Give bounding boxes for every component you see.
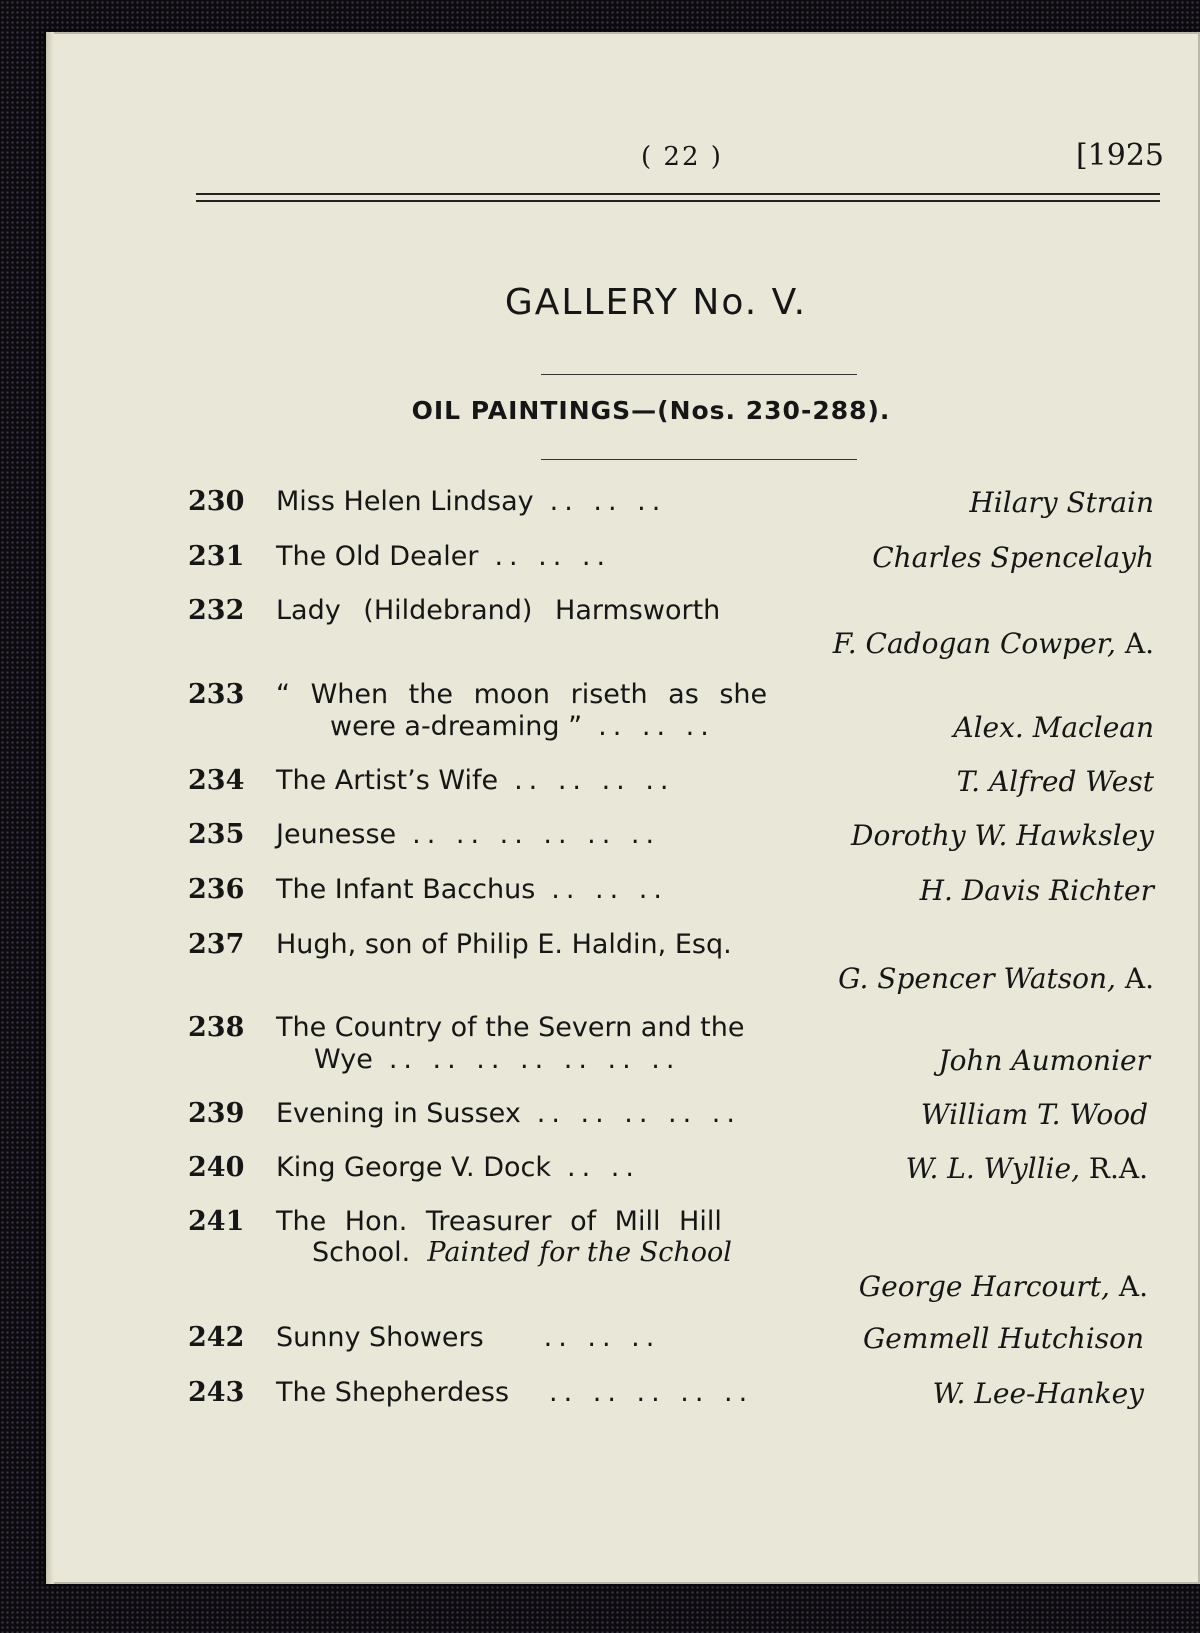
entry-artist: Dorothy W. Hawksley (851, 819, 1154, 852)
entry-artist: Alex. Maclean (953, 711, 1154, 744)
entry-number: 242 (188, 1322, 245, 1353)
entry-title-continued: Wye .. .. .. .. .. .. .. (314, 1044, 681, 1075)
entry-note: Painted for the School (427, 1237, 732, 1268)
title-rule-lower (541, 459, 857, 460)
entry-title: Sunny Showers .. .. .. (276, 1322, 661, 1353)
entry-artist: Gemmell Hutchison (862, 1322, 1144, 1355)
entry-title: The Old Dealer .. .. .. (276, 541, 612, 572)
entry-number: 234 (188, 765, 245, 796)
entry-number: 240 (188, 1152, 245, 1183)
section-title: OIL PAINTINGS—(Nos. 230-288). (411, 396, 891, 425)
catalogue-page (46, 32, 1200, 1584)
entry-title-continued: were a-dreaming ” .. .. .. (330, 711, 715, 742)
entry-number: 232 (188, 595, 245, 626)
title-rule-upper (541, 374, 857, 375)
entry-title: Evening in Sussex .. .. .. .. .. (276, 1098, 741, 1129)
entry-number: 233 (188, 679, 245, 710)
entry-title-continued: School. Painted for the School (312, 1237, 732, 1268)
entry-number: 235 (188, 819, 245, 850)
entry-number: 236 (188, 874, 245, 905)
entry-title: Hugh, son of Philip E. Haldin, Esq. (276, 929, 732, 960)
entry-title: The Country of the Severn and the (276, 1012, 745, 1043)
entry-artist: T. Alfred West (956, 765, 1154, 798)
entry-title: Lady (Hildebrand) Harmsworth (276, 595, 721, 626)
entry-artist: H. Davis Richter (919, 874, 1154, 907)
entry-title: King George V. Dock .. .. (276, 1152, 640, 1183)
header-rule-top (196, 193, 1160, 195)
entry-number: 241 (188, 1206, 245, 1237)
entry-artist: John Aumonier (938, 1044, 1150, 1077)
entry-title: Jeunesse .. .. .. .. .. .. (276, 819, 661, 850)
entry-number: 231 (188, 541, 245, 572)
entry-artist: G. Spencer Watson, A. (838, 962, 1154, 995)
entry-number: 237 (188, 929, 245, 960)
entry-number: 230 (188, 486, 245, 517)
entry-artist: George Harcourt, A. (858, 1270, 1148, 1303)
entry-number: 238 (188, 1012, 245, 1043)
entry-artist: W. L. Wyllie, R.A. (905, 1152, 1148, 1185)
entry-artist: F. Cadogan Cowper, A. (832, 627, 1154, 660)
entry-number: 243 (188, 1377, 245, 1408)
entry-title: The Shepherdess .. .. .. .. .. (276, 1377, 754, 1408)
entry-artist: Charles Spencelayh (872, 541, 1154, 574)
entry-artist: W. Lee-Hankey (932, 1377, 1144, 1410)
entry-artist: William T. Wood (920, 1098, 1148, 1131)
entry-number: 239 (188, 1098, 245, 1129)
header-rule-bottom (196, 200, 1160, 202)
page-number: ( 22 ) (641, 142, 723, 172)
entry-title: The Hon. Treasurer of Mill Hill (276, 1206, 722, 1237)
entry-title: The Artist’s Wife .. .. .. .. (276, 765, 675, 796)
entry-title: “ When the moon riseth as she (276, 679, 768, 710)
entry-artist: Hilary Strain (969, 486, 1154, 519)
entry-title: Miss Helen Lindsay .. .. .. (276, 486, 667, 517)
entry-title: The Infant Bacchus .. .. .. (276, 874, 668, 905)
year-label: [1925 (1075, 138, 1164, 173)
gallery-title: GALLERY No. V. (504, 282, 808, 323)
